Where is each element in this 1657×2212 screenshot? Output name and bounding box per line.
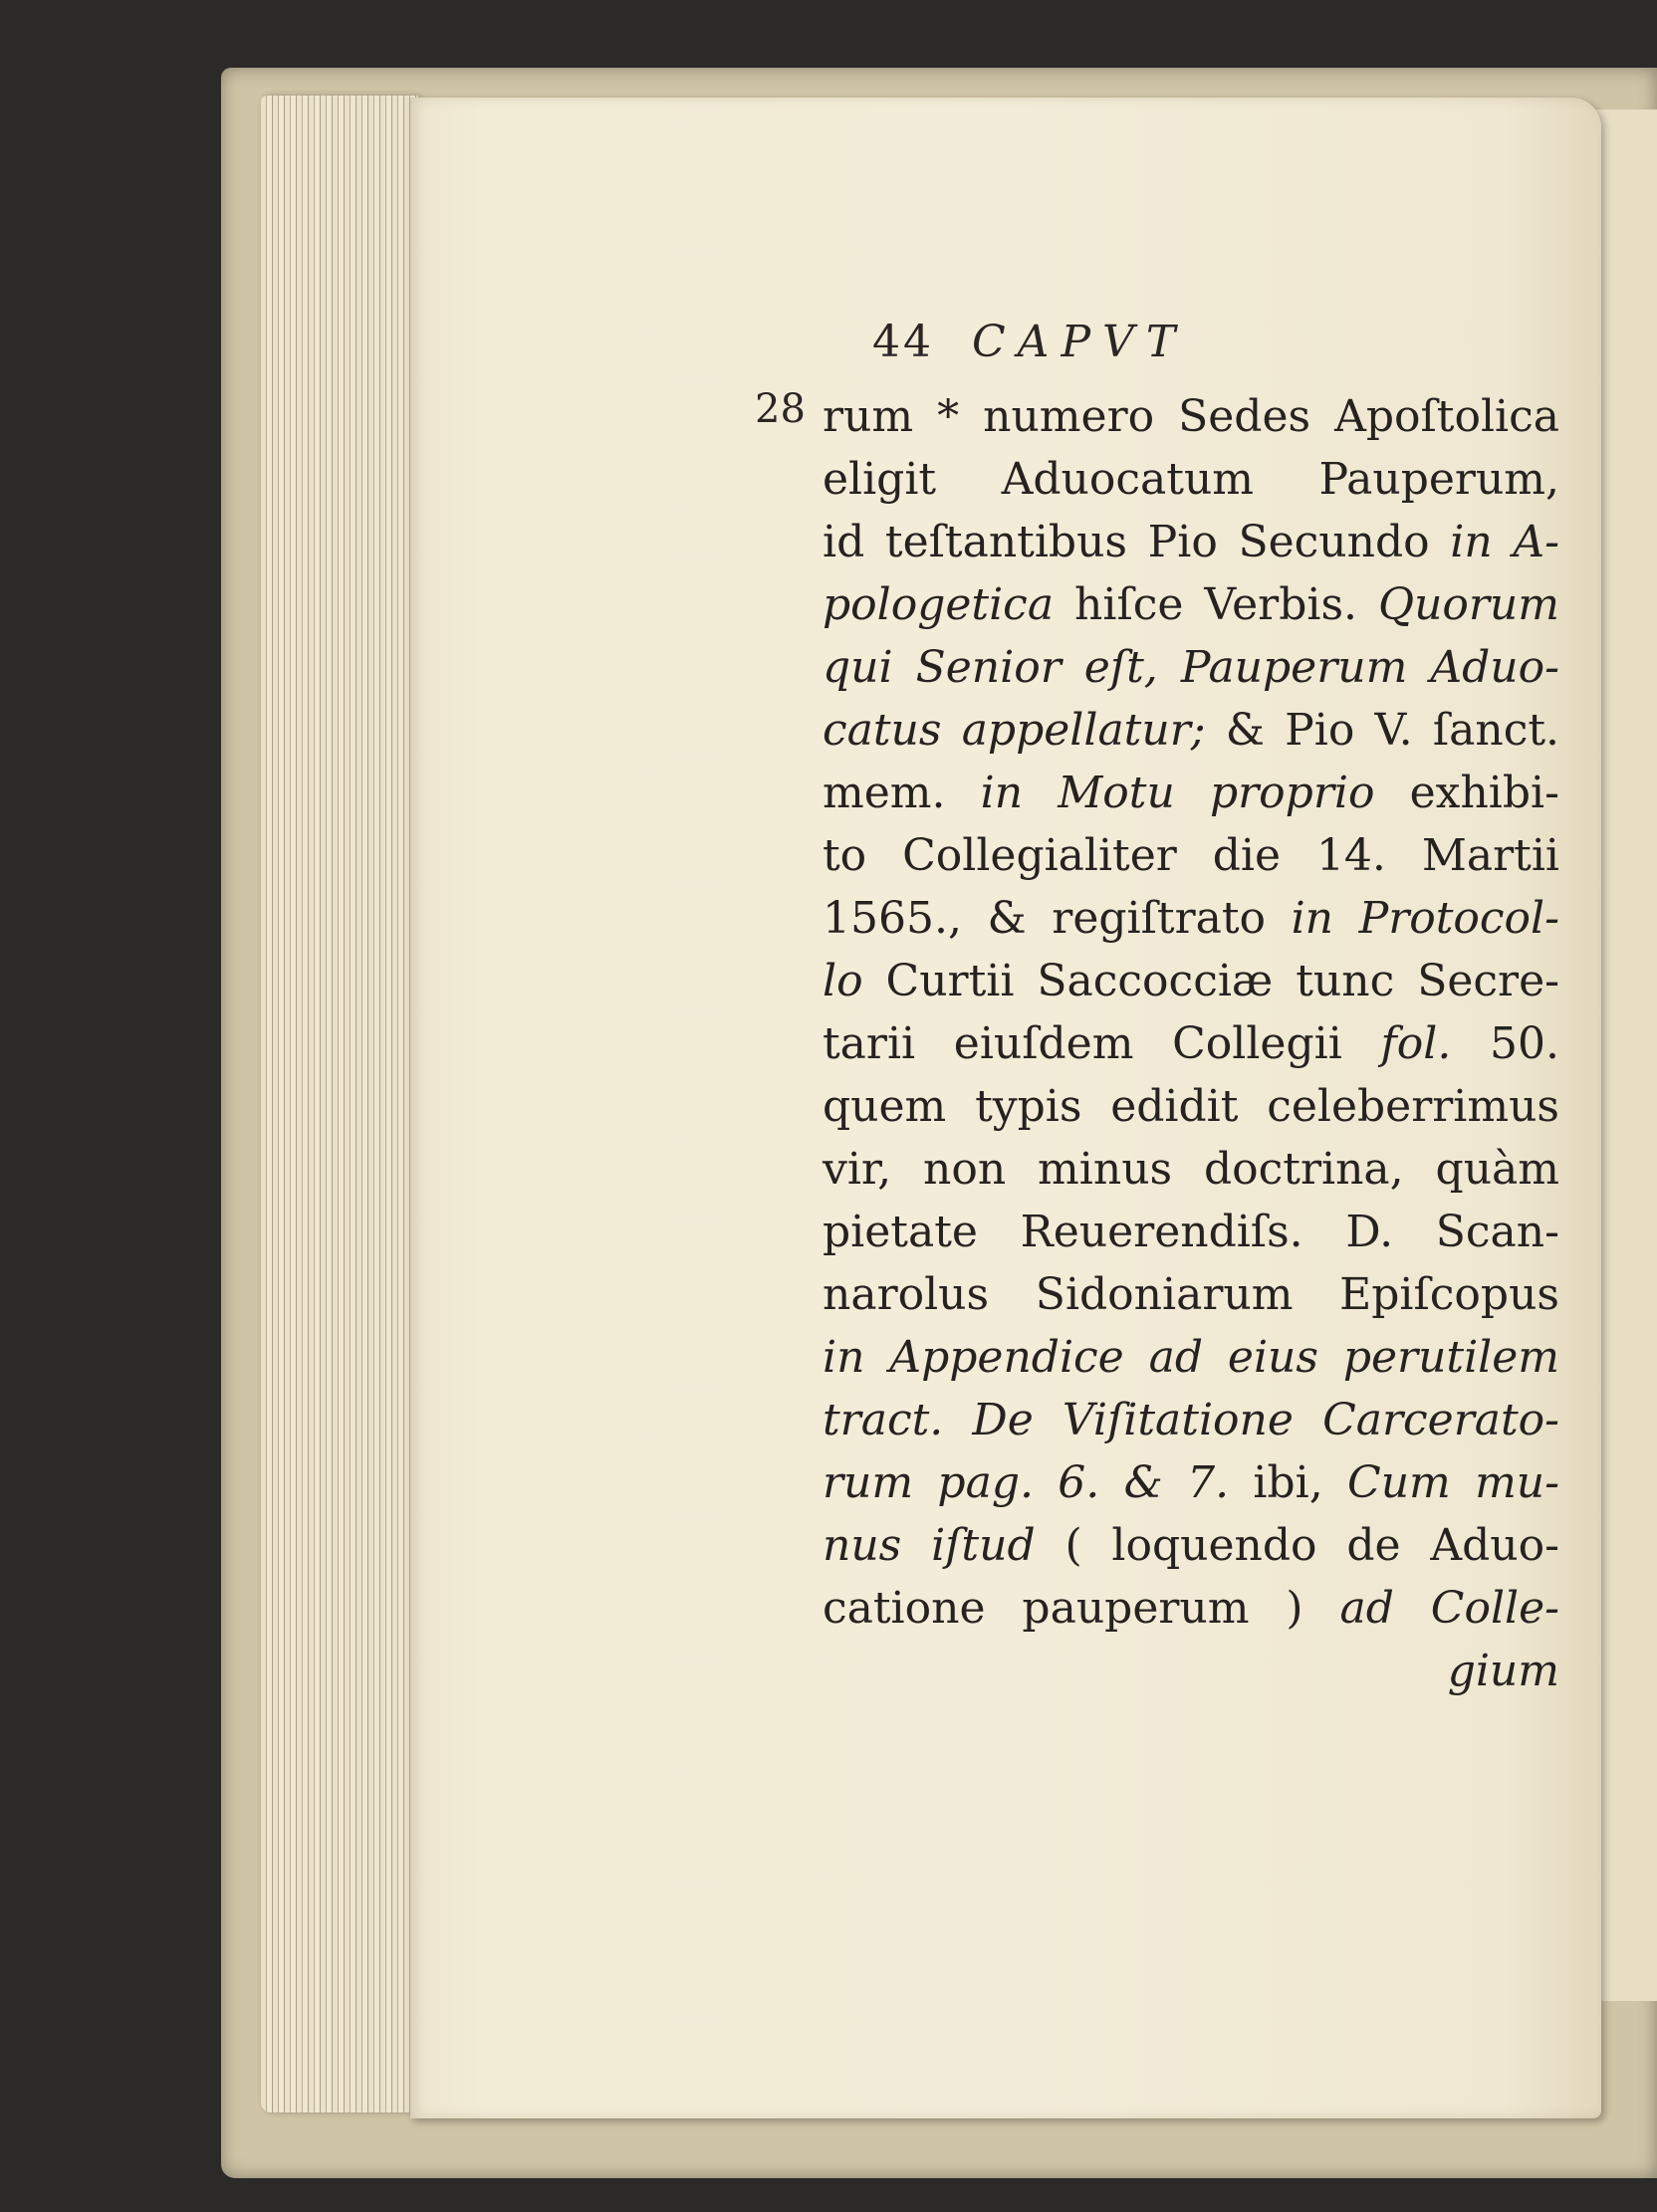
italic-text: rum pag. 6. & 7. (823, 1457, 1230, 1508)
roman-text: hiſce Verbis. (1054, 579, 1378, 630)
text-line (823, 1327, 1559, 1389)
italic-text: catus appellatur; (823, 705, 1206, 756)
text-line (823, 512, 1559, 573)
roman-text: 50. (1451, 1018, 1559, 1069)
roman-text: exhibi- (1374, 768, 1559, 818)
text-line (823, 574, 1559, 636)
text-line (823, 951, 1559, 1012)
italic-text: tract. De Viſitatione Carcerato- (823, 1395, 1559, 1445)
text-line (823, 1452, 1559, 1514)
roman-text: rum * numero Sedes Apoſtolica (823, 391, 1559, 442)
text-line (823, 386, 1559, 448)
roman-text: to Collegialiter die 14. Martii (823, 830, 1559, 881)
roman-text: ( loquendo de Aduo- (1035, 1520, 1559, 1571)
text-line (823, 1264, 1559, 1326)
text-line (823, 825, 1559, 887)
text-line (823, 763, 1559, 824)
roman-text: mem. (823, 768, 981, 818)
italic-text: in A- (1450, 517, 1559, 567)
page-number: 44 (872, 317, 934, 367)
text-line (823, 1013, 1559, 1075)
text-line (823, 1139, 1559, 1201)
roman-text: tarii eiuſdem Collegii (823, 1018, 1381, 1069)
margin-note-number: 28 (755, 386, 806, 432)
italic-text: Cum mu- (1347, 1457, 1560, 1508)
roman-text: & Pio V. ſanct. (1205, 705, 1560, 756)
text-line (823, 1578, 1559, 1640)
text-line (823, 700, 1559, 762)
italic-text: qui Senior eſt, Pauperum Aduo- (823, 642, 1559, 693)
roman-text: catione pauperum ) (823, 1583, 1340, 1634)
italic-text: in Protocol- (1291, 893, 1559, 944)
facing-page-edge (1593, 110, 1657, 2001)
italic-text: lo (823, 956, 863, 1006)
roman-text: vir, non minus doctrina, quàm (823, 1144, 1559, 1195)
running-title: CAPVT (972, 317, 1188, 367)
roman-text: narolus Sidoniarum Epiſcopus (823, 1269, 1559, 1320)
page-edges-stack (261, 96, 418, 2112)
roman-text: 1565., & regiſtrato (823, 893, 1292, 944)
catchword: gium (1447, 1646, 1559, 1696)
italic-text: fol. (1380, 1018, 1452, 1069)
italic-text: nus iſtud (823, 1520, 1036, 1571)
italic-text: pologetica (823, 579, 1055, 630)
text-line (823, 1515, 1559, 1577)
roman-text: quem typis edidit celeberrimus (823, 1081, 1559, 1132)
roman-text: ibi, (1229, 1457, 1348, 1508)
roman-text: Curtii Saccocciæ tunc Secre- (862, 956, 1559, 1006)
roman-text: pietate Reuerendiſs. D. Scan- (823, 1207, 1559, 1257)
text-line (823, 888, 1559, 950)
text-line (823, 1390, 1559, 1451)
running-header (872, 317, 1187, 367)
italic-text: Quorum (1378, 579, 1559, 630)
italic-text: in Motu proprio (980, 768, 1375, 818)
roman-text: eligit Aduocatum Pauperum, (823, 454, 1559, 505)
text-line (823, 1076, 1559, 1138)
text-line (823, 637, 1559, 699)
text-line (823, 1202, 1559, 1263)
italic-text: in Appendice ad eius perutilem (823, 1332, 1559, 1383)
italic-text: ad Colle- (1339, 1583, 1559, 1634)
roman-text: id teſtantibus Pio Secundo (823, 517, 1451, 567)
text-line (823, 449, 1559, 511)
